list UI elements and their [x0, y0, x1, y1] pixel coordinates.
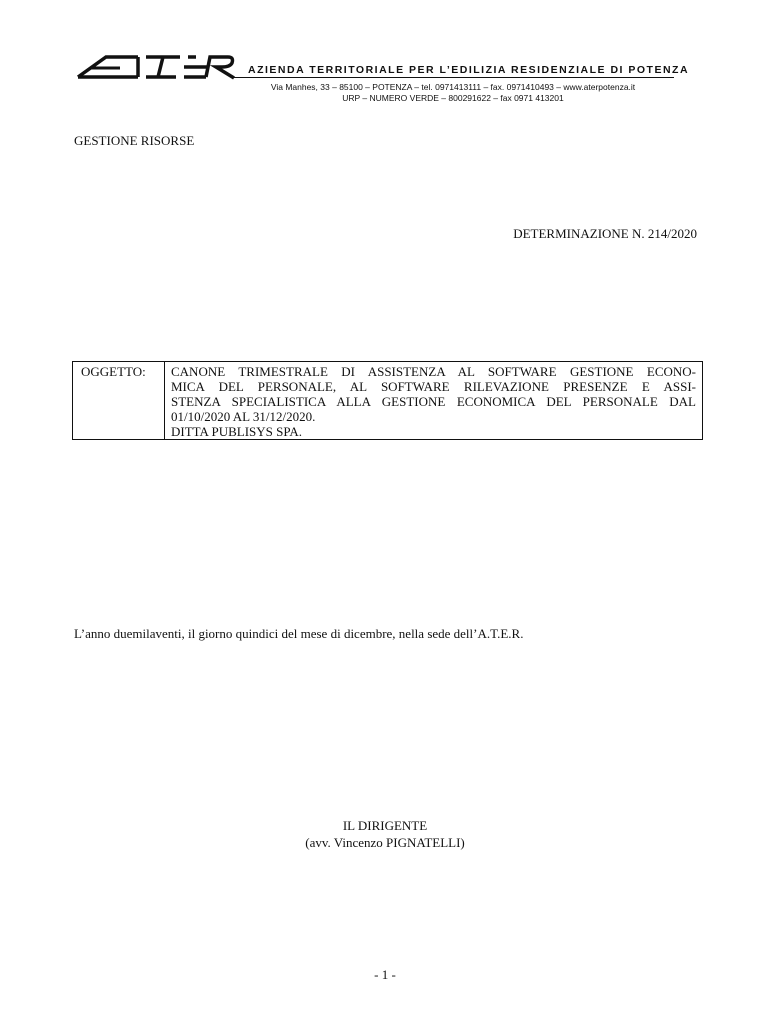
signer-name: (avv. Vincenzo PIGNATELLI): [305, 835, 465, 850]
subject-table: [72, 361, 703, 440]
subject-label: OGGETTO:: [73, 362, 165, 439]
subject-line: CANONE TRIMESTRALE DI ASSISTENZA AL SOFTWARE GESTIONE ECONO-: [171, 364, 696, 379]
subject-line: STENZA SPECIALISTICA ALLA GESTIONE ECONOMICA DEL PERSONALE DAL: [171, 394, 696, 409]
contact-urp: URP – NUMERO VERDE – 800291622 – fax 0971 413201: [342, 93, 564, 103]
contact-address: Via Manhes, 33 – 85100 – POTENZA – tel. 0971413111 – fax. 0971410493 – www.aterpotenza.it: [270, 82, 636, 92]
intro-paragraph: L’anno duemilaventi, il giorno quindici del mese di dicembre, nella sede dell’A.T.E.R.: [74, 626, 524, 641]
subject-text: [165, 362, 702, 439]
header-divider: [232, 77, 674, 78]
determination-number: DETERMINAZIONE N. 214/2020: [513, 226, 697, 241]
subject-line: 01/10/2020 AL 31/12/2020.: [171, 409, 316, 424]
subject-line: DITTA PUBLISYS SPA.: [171, 424, 303, 439]
subject-line: MICA DEL PERSONALE, AL SOFTWARE RILEVAZIONE PRESENZE E ASSI-: [171, 379, 696, 394]
department-name: GESTIONE RISORSE: [74, 133, 195, 148]
page-number: - 1 -: [374, 967, 396, 982]
signer-role: IL DIRIGENTE: [342, 818, 428, 833]
organization-name: AZIENDA TERRITORIALE PER L’EDILIZIA RESIDENZIALE DI POTENZA: [248, 64, 690, 76]
ater-logo: [76, 52, 236, 82]
